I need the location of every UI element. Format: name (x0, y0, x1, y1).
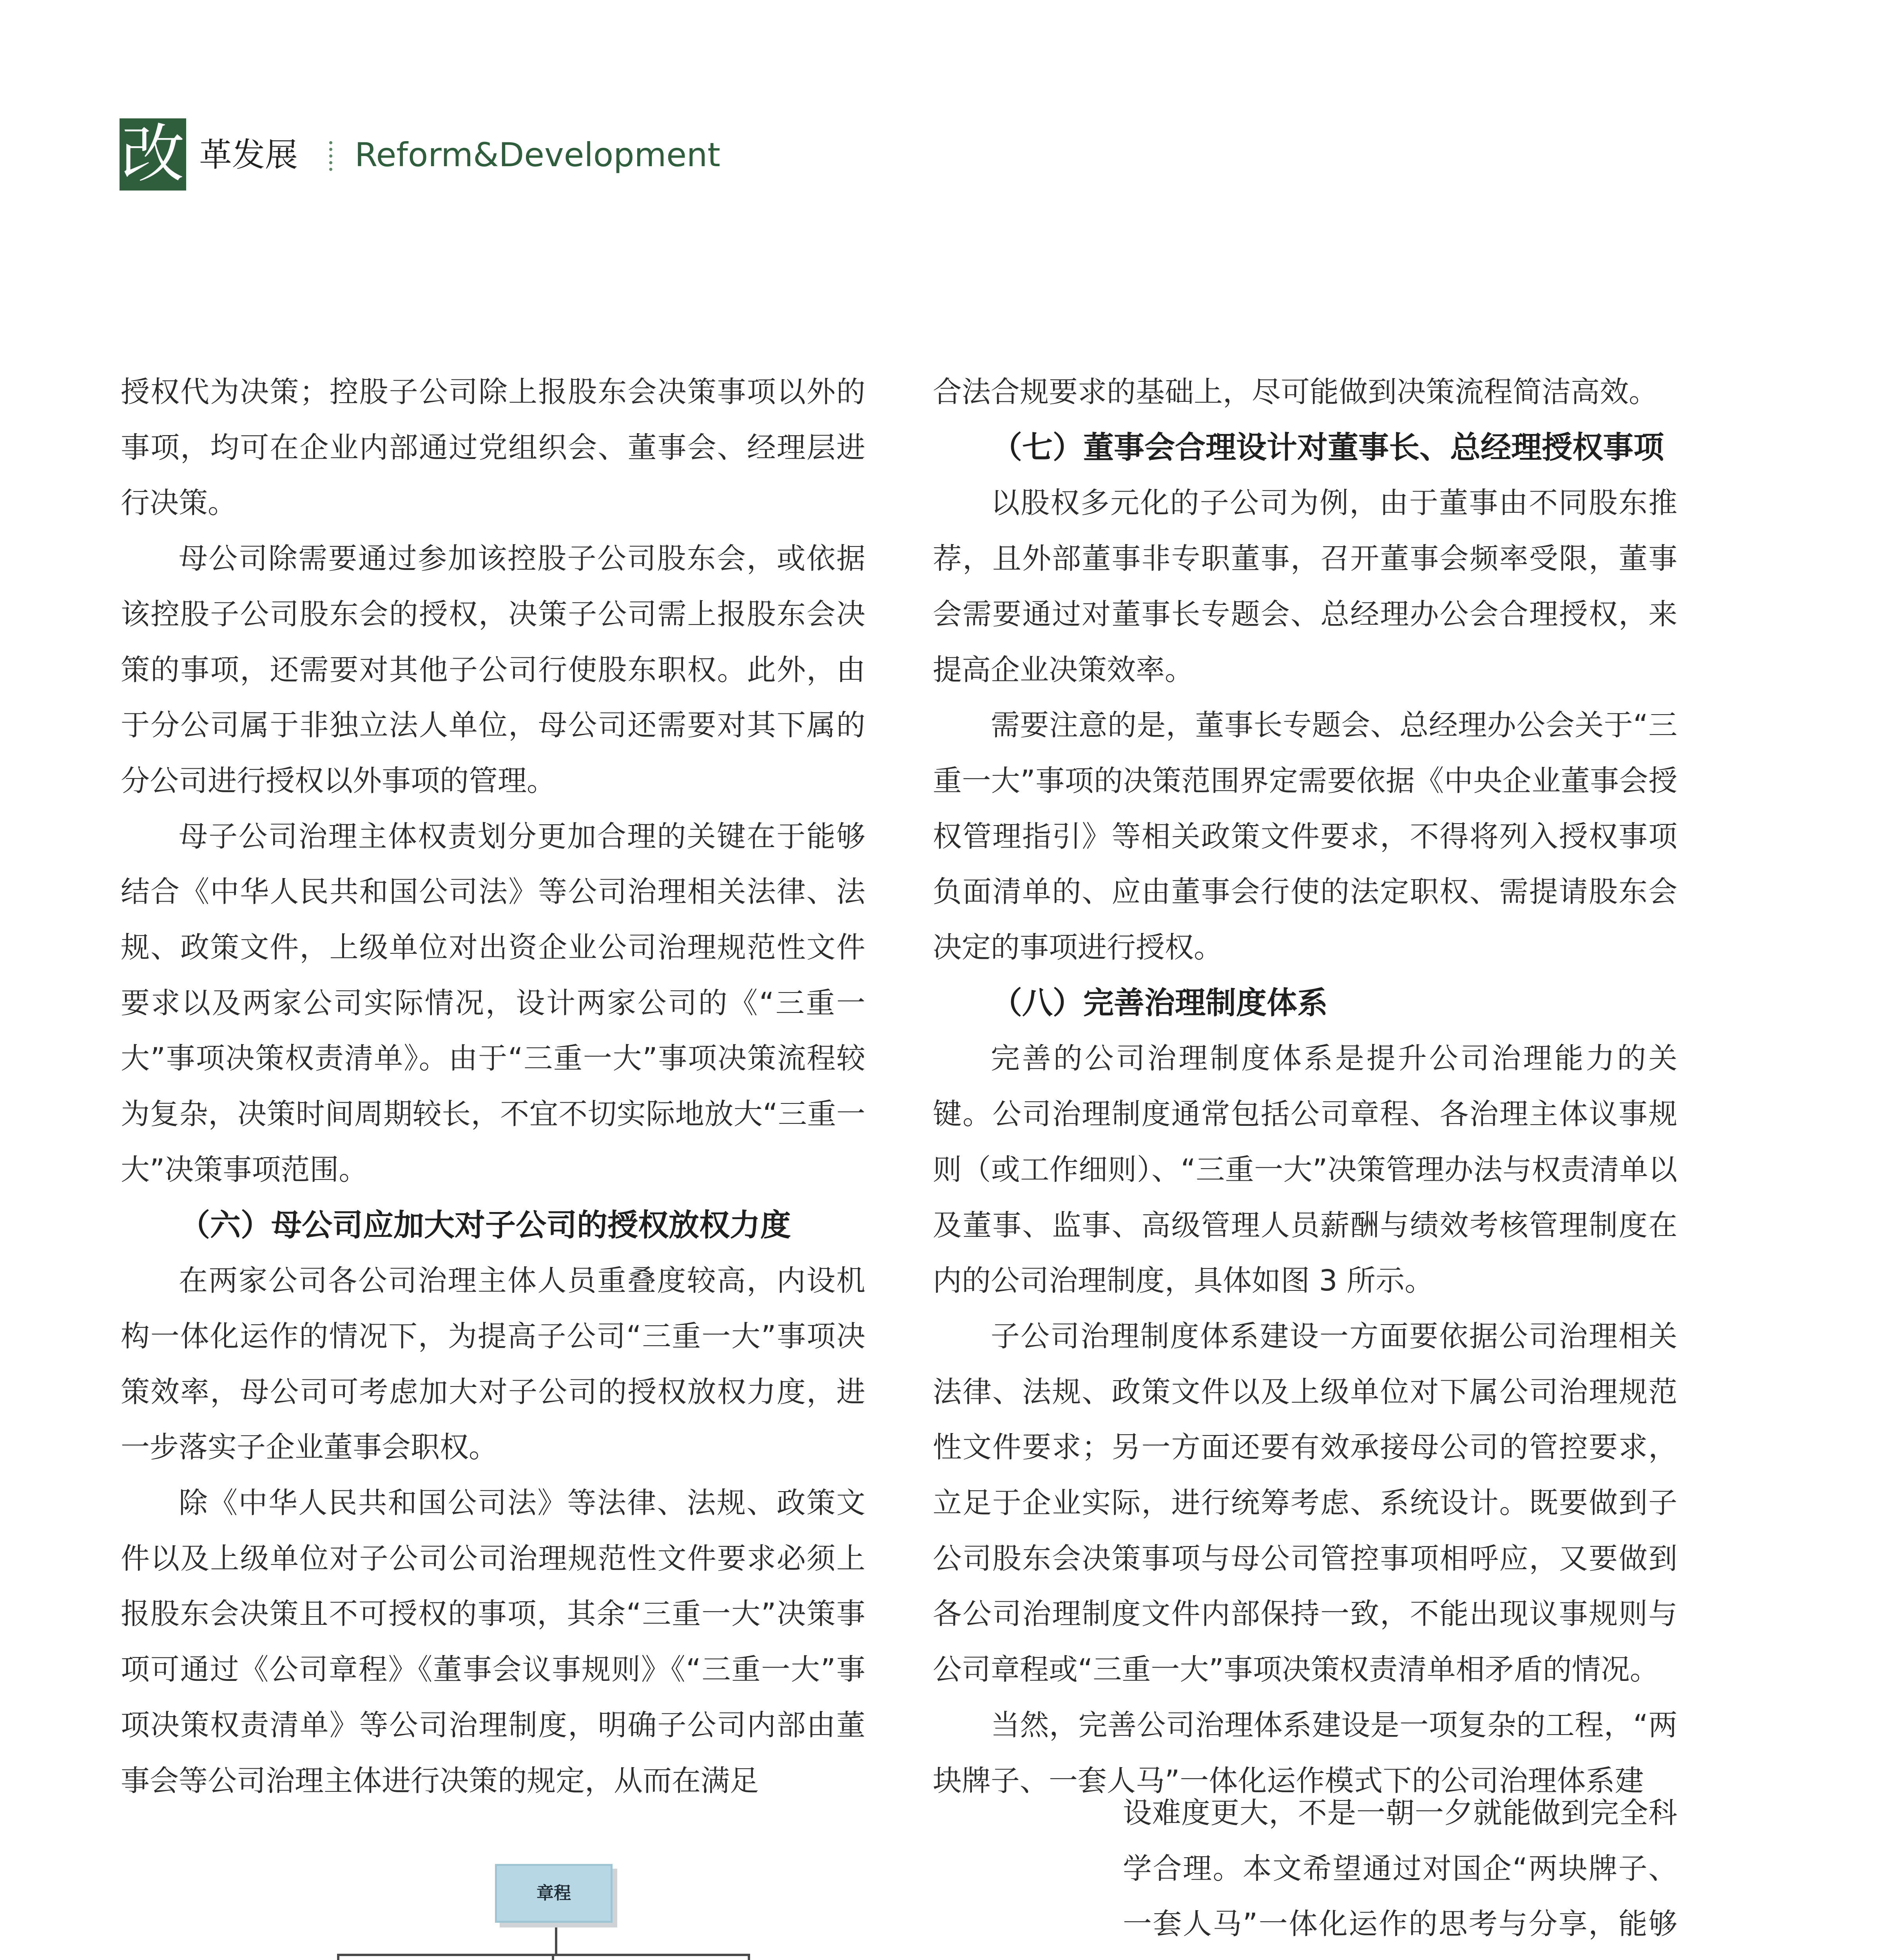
paragraph: 完善的公司治理制度体系是提升公司治理能力的关键。公司治理制度通常包括公司章程、各治理主体议事规则（或工作细则）、“三重一大”决策管理办法与权责清单以及董事、监事、高级管理人员薪酬与绩效考核管理制度在内的公司治理制度，具体如图 3 所示。 (933, 1042, 1677, 1298)
paragraph: 母子公司治理主体权责划分更加合理的关键在于能够结合《中华人民共和国公司法》等公司治理相关法律、法规、政策文件，上级单位对出资企业公司治理规范性文件要求以及两家公司实际情况，设计两家公司的《“三重一大”事项决策权责清单》。由于“三重一大”事项决策流程较为复杂，决策时间周期较长，不宜不切实际地放大“三重一大”决策事项范围。 (121, 819, 865, 1187)
node-charter: 章程 (495, 1864, 613, 1923)
closing-paragraph: 设难度更大，不是一朝一夕就能做到完全科学合理。本文希望通过对国企“两块牌子、一套人马”一体化运作的思考与分享，能够 (1123, 1796, 1677, 1941)
paragraph: 合法合规要求的基础上，尽可能做到决策流程简洁高效。 (933, 375, 1658, 409)
section-title-cn: 革发展 (199, 136, 298, 174)
connector (552, 1955, 554, 1960)
connector (337, 1954, 750, 1956)
paragraph: 子公司治理制度体系建设一方面要依据公司治理相关法律、法规、政策文件以及上级单位对下属公司治理规范性文件要求；另一方面还要有效承接母公司的管控要求，立足于企业实际，进行统筹考虑、系统设计。既要做到子公司股东会决策事项与母公司管控事项相呼应，又要做到各公司治理制度文件内部保持一致，不能出现议事规则与公司章程或“三重一大”事项决策权责清单相矛盾的情况。 (933, 1319, 1677, 1687)
paragraph: 授权代为决策；控股子公司除上报股东会决策事项以外的事项，均可在企业内部通过党组织会、董事会、经理层进行决策。 (121, 375, 865, 520)
paragraph: 以股权多元化的子公司为例，由于董事由不同股东推荐，且外部董事非专职董事，召开董事会频率受限，董事会需要通过对董事长专题会、总经理办公会合理授权，来提高企业决策效率。 (933, 486, 1677, 687)
paragraph: 在两家公司各公司治理主体人员重叠度较高，内设机构一体化运作的情况下，为提高子公司“三重一大”事项决策效率，母公司可考虑加大对子公司的授权放权力度，进一步落实子企业董事会职权。 (121, 1264, 865, 1465)
section-heading: （六）母公司应加大对子公司的授权放权力度 (179, 1207, 791, 1243)
connector (337, 1954, 339, 1960)
closing-text-block (1123, 1786, 1677, 1960)
section-heading: （七）董事会合理设计对董事长、总经理授权事项 (992, 430, 1664, 465)
paragraph: 当然，完善公司治理体系建设是一项复杂的工程，“两块牌子、一套人马”一体化运作模式下的公司治理体系建 (933, 1708, 1677, 1798)
header-divider (329, 141, 335, 171)
paragraph: 母公司除需要通过参加该控股子公司股东会，或依据该控股子公司股东会的授权，决策子公司需上报股东会决策的事项，还需要对其他子公司行使股东职权。此外，由于分公司属于非独立法人单位，母公司还需要对其下属的分公司进行授权以外事项的管理。 (121, 542, 865, 798)
paragraph: 除《中华人民共和国公司法》等法律、法规、政策文件以及上级单位对子公司公司治理规范性文件要求必须上报股东会决策且不可授权的事项，其余“三重一大”决策事项可通过《公司章程》《董事会议事规则》《“三重一大”事项决策权责清单》等公司治理制度，明确子公司内部由董事会等公司治理主体进行决策的规定，从而在满足 (121, 1486, 865, 1798)
left-column (121, 365, 865, 1809)
section-title-en: Reform&Development (355, 136, 721, 174)
governance-diagram (125, 1864, 1026, 1960)
section-heading: （八）完善治理制度体系 (992, 985, 1328, 1021)
section-badge: 改 (120, 118, 186, 191)
connector (748, 1954, 750, 1960)
paragraph: 需要注意的是，董事长专题会、总经理办公会关于“三重一大”事项的决策范围界定需要依据《中央企业董事会授权管理指引》等相关政策文件要求，不得将列入授权事项负面清单的、应由董事会行使的法定职权、需提请股东会决定的事项进行授权。 (933, 708, 1677, 965)
right-column (933, 365, 1677, 1809)
